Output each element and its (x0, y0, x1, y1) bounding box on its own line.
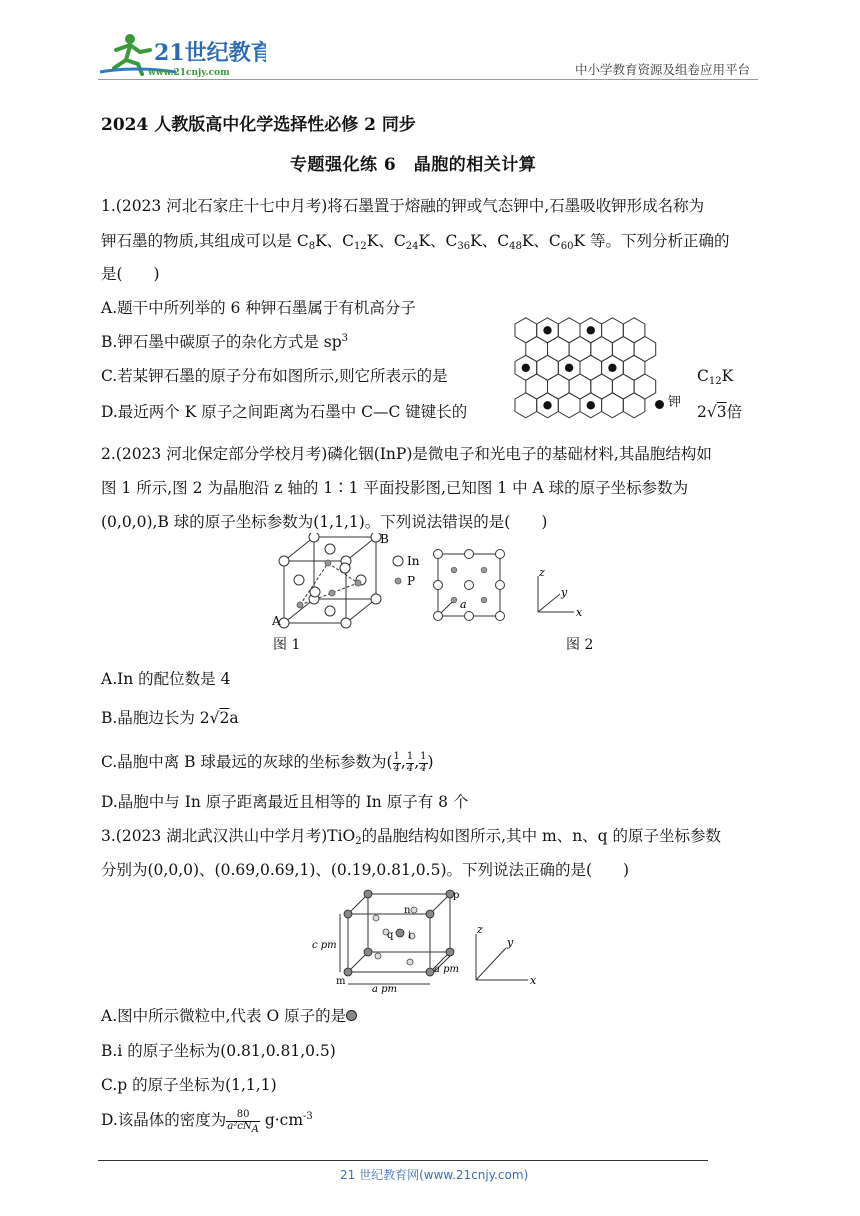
potassium-atom (587, 326, 595, 334)
q3-option-a: A.图中所示微粒中,代表 O 原子的是 (101, 1006, 357, 1026)
svg-text:q: q (387, 930, 394, 941)
q2-stem-line3: (0,0,0),B 球的原子坐标参数为(1,1,1)。下列说法错误的是( ) (101, 513, 548, 531)
q3-stem-line2: 分别为(0,0,0)、(0.69,0.69,1)、(0.19,0.81,0.5)。下列说法正确的是( ) (101, 861, 630, 879)
header-divider (98, 79, 758, 80)
graphite-hexagon (569, 337, 591, 362)
q1-stem-line3: 是( ) (101, 265, 160, 283)
oxygen-atom-icon (346, 1010, 357, 1021)
graphite-hexagon (548, 374, 570, 399)
graphite-hexagon (623, 355, 645, 380)
q2-option-c: C.晶胞中离 B 球最远的灰球的坐标参数为( $\frac{1}{4}$ , $\frac{1}{4}$ , $\frac{1}{4}$ ) (101, 751, 434, 774)
q2-option-d: D.晶胞中与 In 原子距离最近且相等的 In 原子有 8 个 (101, 793, 469, 811)
graphite-potassium-figure (505, 312, 665, 438)
graphite-hexagon (537, 355, 559, 380)
graphite-hexagon (602, 393, 624, 418)
svg-text:p: p (453, 890, 460, 901)
potassium-atom (543, 326, 551, 334)
graphite-hexagon (558, 318, 580, 343)
graphite-hexagon (634, 374, 656, 399)
svg-text:a pm: a pm (372, 984, 398, 994)
potassium-legend-label: 钾 (668, 395, 682, 410)
potassium-atom (565, 364, 573, 372)
q1-option-c-answer: $C_{12}K$ (697, 367, 734, 387)
q1-option-c: C.若某钾石墨的原子分布如图所示,则它所表示的是 (101, 367, 448, 385)
q1-option-d: D.最近两个 K 原子之间距离为石墨中 C—C 键键长的 (101, 403, 468, 421)
q1-option-d-answer: 2√3倍 (697, 403, 743, 421)
potassium-legend-dot (655, 400, 664, 409)
q3-option-d: D.该晶体的密度为 $\frac{80}{a^2cN_A}$ $g\cdot cm^{-3}$ (101, 1109, 313, 1135)
q2-axes-icon (530, 566, 590, 622)
svg-text:x: x (576, 606, 583, 619)
svg-text:www.21cnjy.com: www.21cnjy.com (148, 68, 230, 78)
logo-runner-icon (96, 30, 266, 80)
svg-text:21世纪教育: 21世纪教育 (154, 40, 266, 66)
logo (96, 30, 266, 80)
q2-option-b: B.晶胞边长为 2√2a (101, 709, 239, 727)
graphite-hexagon (580, 355, 602, 380)
graphite-hexagon (612, 337, 634, 362)
svg-text:B: B (380, 533, 389, 546)
potassium-atom (543, 401, 551, 409)
svg-text:a: a (460, 598, 467, 611)
figure1-caption: 图 1 (273, 637, 301, 653)
graphite-hexagon (591, 337, 613, 362)
inp-projection-figure (432, 548, 512, 628)
svg-text:z: z (477, 923, 483, 936)
graphite-hexagon (591, 374, 613, 399)
svg-text:a pm: a pm (434, 964, 460, 975)
graphite-hexagon (569, 374, 591, 399)
svg-text:In: In (407, 554, 420, 568)
graphite-hexagon (634, 337, 656, 362)
q3-axes-icon (466, 920, 546, 990)
graphite-hexagon (548, 337, 570, 362)
q1-stem-line2: 钾石墨的物质,其组成可以是 $C_8K$、$C_{12}K$、$C_{24}K$、$C_{36}K$、$C_{48}K$、$C_{60}K$ 等。下列分析正确的 (101, 232, 730, 252)
q1-option-a: A.题干中所列举的 6 种钾石墨属于有机高分子 (101, 299, 416, 317)
svg-text:c pm: c pm (312, 940, 337, 951)
q3-option-b: B.i 的原子坐标为(0.81,0.81,0.5) (101, 1042, 336, 1060)
inp-unit-cell-figure (270, 533, 450, 633)
graphite-hexagon (515, 393, 537, 418)
potassium-atom (587, 401, 595, 409)
q2-option-a: A.In 的配位数是 4 (101, 670, 231, 688)
svg-text:y: y (507, 936, 514, 949)
graphite-hexagon (558, 393, 580, 418)
page-subtitle: 专题强化练 6 晶胞的相关计算 (290, 155, 537, 175)
q3-stem-line1: 3.(2023 湖北武汉洪山中学月考)TiO$_2$的晶胞结构如图所示,其中 m、n、q 的原子坐标参数 (101, 827, 722, 847)
potassium-atom (608, 364, 616, 372)
figure2-caption: 图 2 (566, 637, 594, 653)
potassium-atom (522, 364, 530, 372)
svg-text:i: i (408, 930, 412, 941)
svg-text:P: P (407, 574, 416, 588)
svg-text:x: x (530, 974, 537, 987)
graphite-hexagon (623, 318, 645, 343)
footer-source: 21 世纪教育网(www.21cnjy.com) (340, 1168, 529, 1182)
page-title: 2024 人教版高中化学选择性必修 2 同步 (101, 115, 416, 135)
footer-divider (98, 1160, 708, 1161)
q2-stem-line1: 2.(2023 河北保定部分学校月考)磷化铟(InP)是微电子和光电子的基础材料,其晶胞结构如 (101, 445, 712, 463)
tio2-unit-cell-figure (310, 886, 480, 994)
graphite-hexagon (526, 374, 548, 399)
svg-text:A: A (272, 614, 281, 628)
svg-text:z: z (539, 566, 545, 579)
graphite-hexagon (612, 374, 634, 399)
q2-stem-line2: 图 1 所示,图 2 为晶胞沿 z 轴的 1∶1 平面投影图,已知图 1 中 A 球的原子坐标参数为 (101, 479, 689, 497)
svg-text:y: y (561, 586, 568, 599)
header-platform-text: 中小学教育资源及组卷应用平台 (575, 62, 751, 77)
graphite-hexagon (526, 337, 548, 362)
graphite-hexagon (623, 393, 645, 418)
q1-option-b: B.钾石墨中碳原子的杂化方式是 $sp^3$ (101, 333, 348, 351)
svg-text:m: m (336, 976, 346, 987)
q3-option-c: C.p 的原子坐标为(1,1,1) (101, 1076, 277, 1094)
q1-stem-line1: 1.(2023 河北石家庄十七中月考)将石墨置于熔融的钾或气态钾中,石墨吸收钾形成名称为 (101, 197, 705, 215)
graphite-hexagon (602, 318, 624, 343)
svg-text:n: n (404, 905, 411, 916)
graphite-hexagon (515, 318, 537, 343)
